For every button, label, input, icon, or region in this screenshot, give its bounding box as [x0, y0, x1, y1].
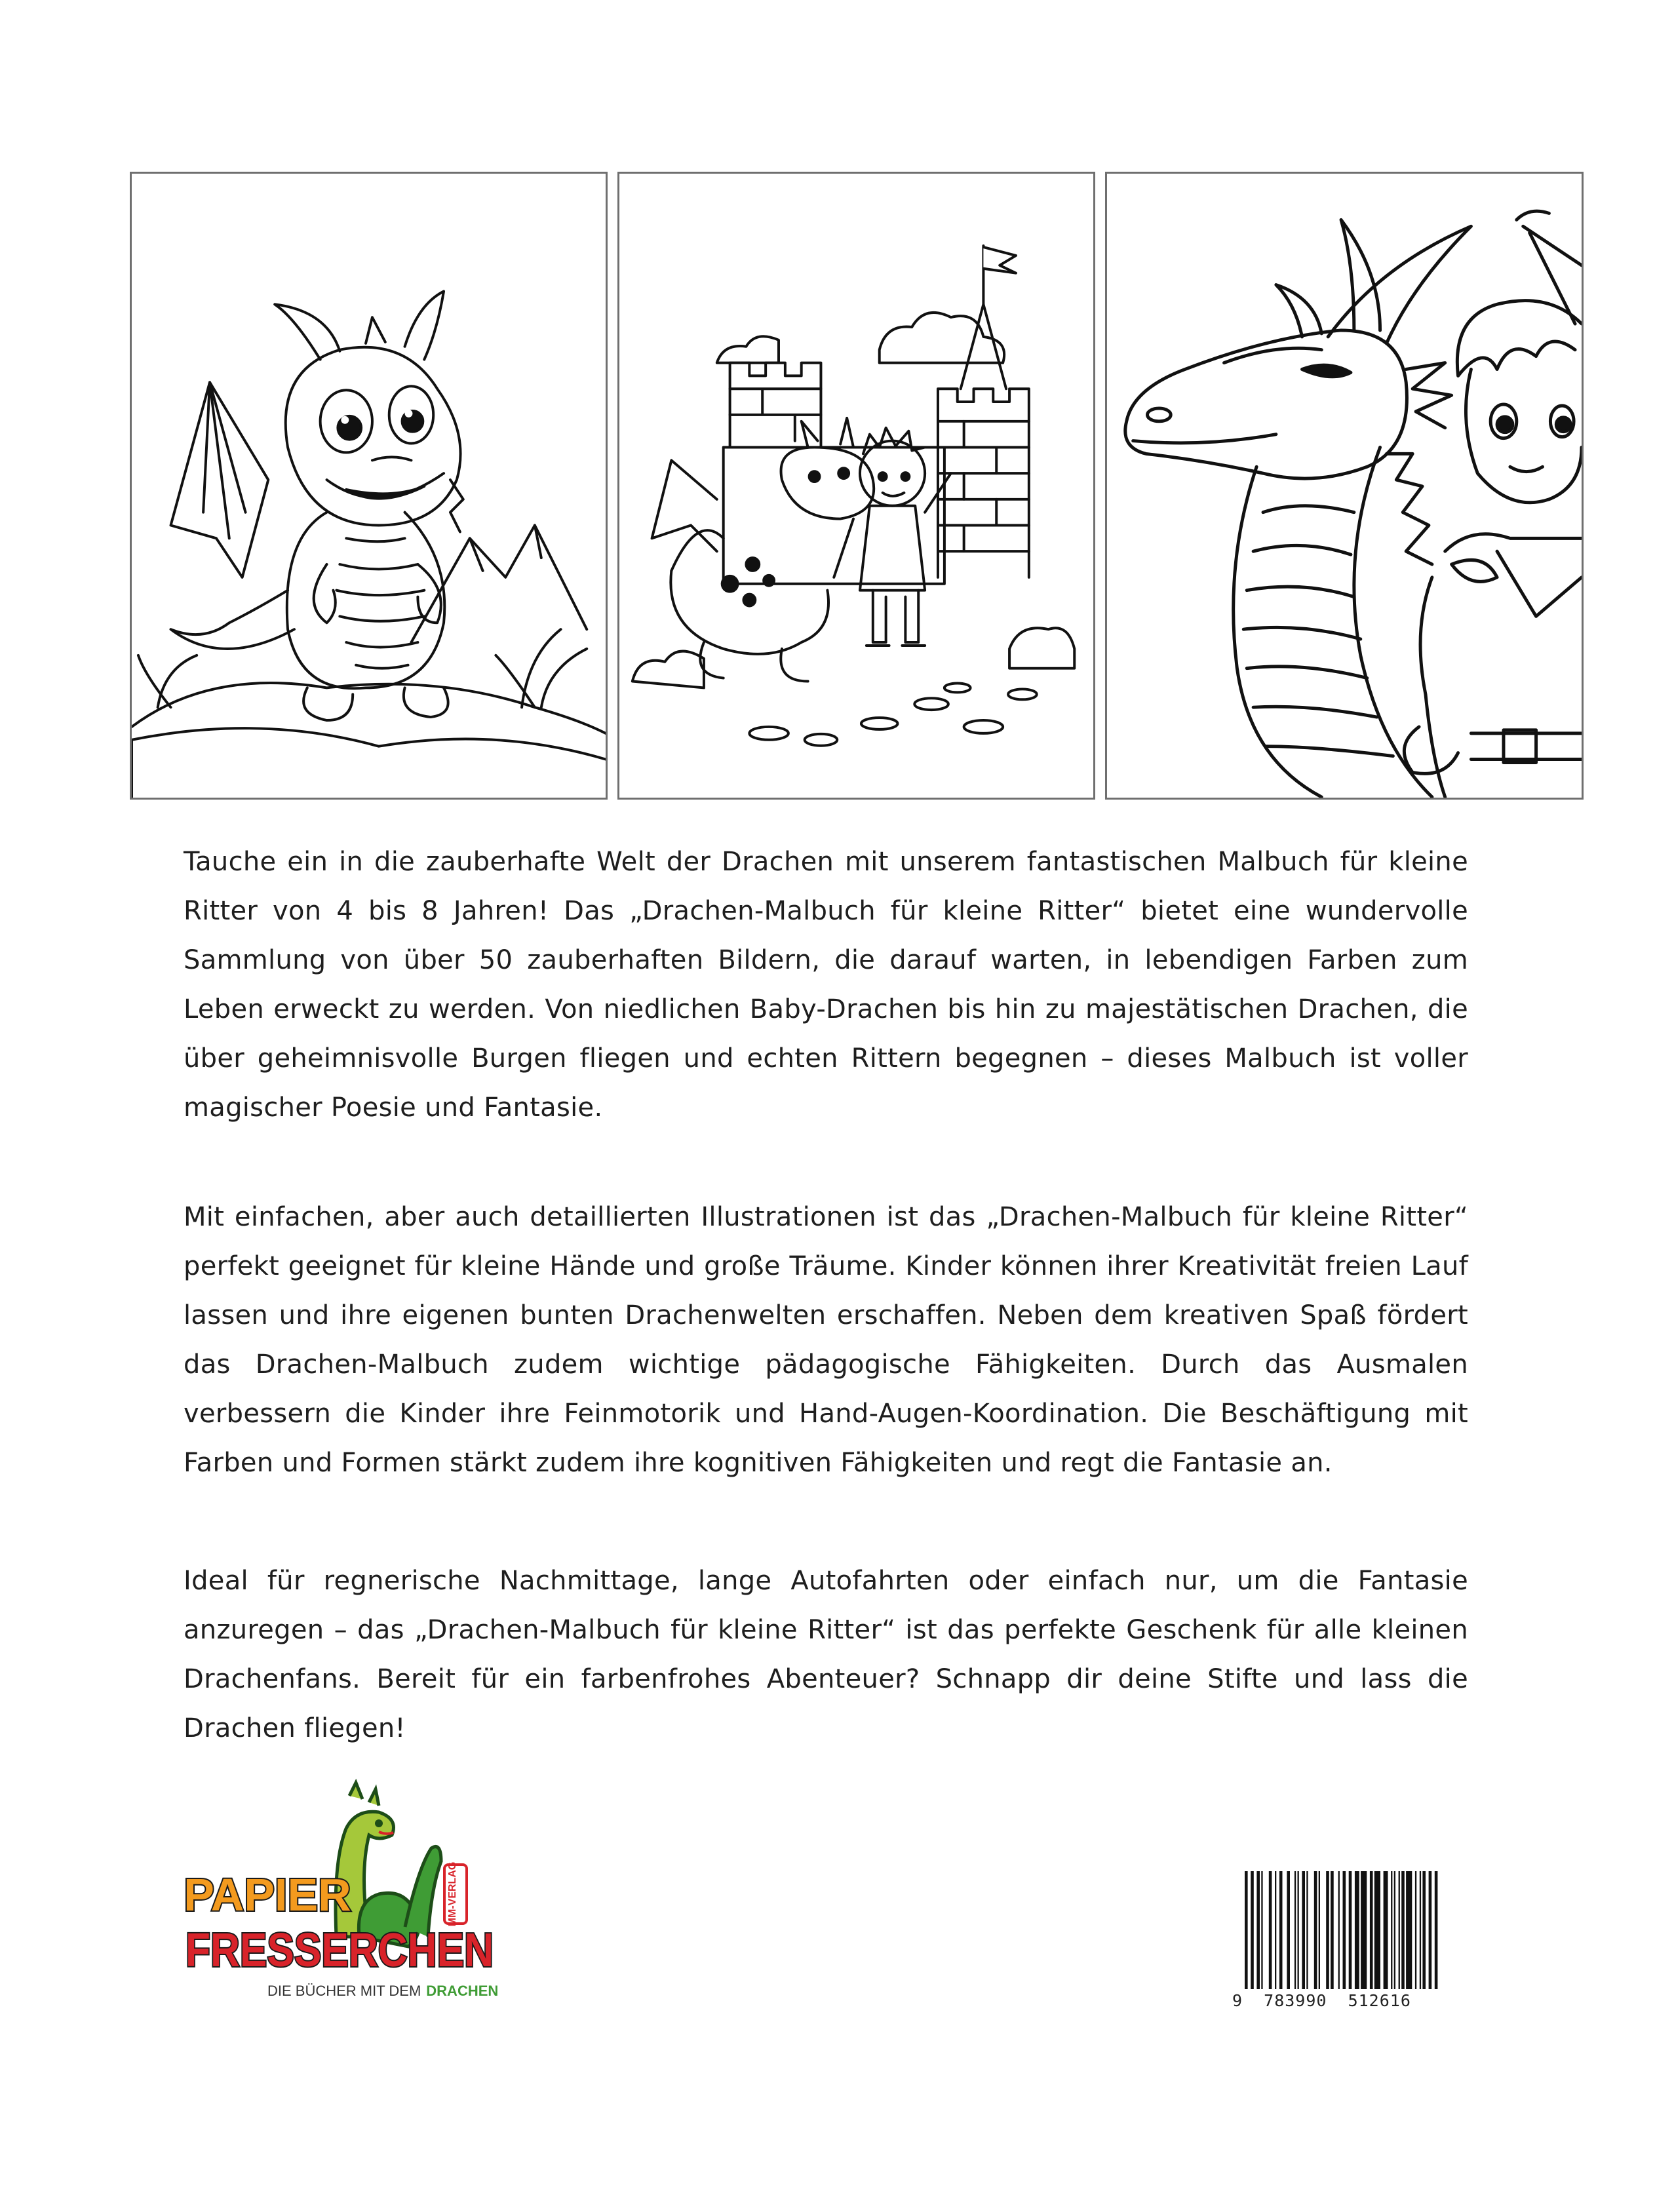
- illustration-panel-baby-dragon: [130, 172, 608, 800]
- barcode-bar: [1275, 1871, 1276, 1989]
- mm-verlag-badge: [444, 1862, 467, 1927]
- barcode-bar: [1399, 1871, 1400, 1989]
- barcode-bar: [1343, 1871, 1346, 1989]
- description-paragraph-closing: Ideal für regnerische Nachmittage, lange Autofahrten oder einfach nur, um die Fantasie anzuregen – das „Drachen-Malbuch für kleine Ritter“ ist das perfekte Geschenk für alle kleinen Drachenfans. Bereit für ein farbenfrohes Abenteuer? Schnapp dir deine Stifte und lass die Drachen fliegen!: [184, 1566, 1468, 1743]
- illustration-panel-castle: [617, 172, 1095, 800]
- barcode-bar: [1306, 1871, 1308, 1989]
- barcode-bar: [1302, 1871, 1305, 1989]
- publisher-logo: [182, 1770, 510, 2012]
- barcode-bar: [1435, 1871, 1438, 1989]
- barcode-bar: [1245, 1871, 1248, 1989]
- barcode-bar: [1261, 1871, 1262, 1989]
- barcode-bar: [1391, 1871, 1392, 1989]
- barcode-bar: [1294, 1871, 1296, 1989]
- barcode-bar: [1370, 1871, 1373, 1989]
- papierfresserchen-logo: [182, 1770, 510, 2012]
- castle-dragon-boy-drawing: [619, 174, 1093, 798]
- barcode-bar: [1401, 1871, 1405, 1989]
- description-paragraph-intro: Tauche ein in die zauberhafte Welt der Drachen mit unserem fantastischen Malbuch für kleine Ritter von 4 bis 8 Jahren! Das „Drachen-Malbuch für kleine Ritter“ bietet eine wundervolle Sammlung von über 50 zauberhaften Bildern, die darauf warten, in lebendigen Farben zum Leben erweckt zu werden. Von niedlichen Baby-Drachen bis hin zu majestätischen Drachen, die über geheimnisvolle Burgen fliegen und echten Rittern begegnen – dieses Malbuch ist voller magischer Poesie und Fantasie.: [184, 847, 1468, 1123]
- barcode-bar: [1338, 1871, 1340, 1989]
- barcode-bar: [1429, 1871, 1432, 1989]
- logo-word-papier: PAPIER: [184, 1869, 351, 1920]
- logo-word-fresserchen: FRESSERCHEN: [185, 1924, 494, 1977]
- barcode-bar: [1256, 1871, 1260, 1989]
- description-paragraph-benefits: Mit einfachen, aber auch detaillierten Illustrationen ist das „Drachen-Malbuch für kleine Ritter“ perfekt geeignet für kleine Hände und große Träume. Kinder können ihrer Kreativität freien Lauf lassen und ihre eigenen bunten Drachenwelten erschaffen. Neben dem kreativen Spaß fördert das Drachen-Malbuch zudem wichtige pädagogische Fähigkeiten. Durch das Ausmalen verbessern die Kinder ihre Feinmotorik und Hand-Augen-Koordination. Die Beschäftigung mit Farben und Formen stärkt zudem ihre kognitiven Fähigkeiten und regt die Fantasie an.: [184, 1202, 1468, 1478]
- barcode-bar: [1415, 1871, 1416, 1989]
- barcode-bar: [1251, 1871, 1254, 1989]
- barcode-bar: [1326, 1871, 1329, 1989]
- illustration-panel-dragon-knight: [1105, 172, 1584, 800]
- barcode-bar: [1349, 1871, 1352, 1989]
- badge-text: MM-VERLAG: [447, 1861, 458, 1927]
- logo-tagline-prefix: DIE BÜCHER MIT DEM: [267, 1983, 421, 1999]
- barcode-bar: [1422, 1871, 1426, 1989]
- barcode-bar: [1394, 1871, 1395, 1989]
- barcode-bar: [1374, 1871, 1380, 1989]
- barcode-bar: [1298, 1871, 1299, 1989]
- baby-dragon-drawing: [132, 174, 606, 798]
- barcode-bar: [1331, 1871, 1334, 1989]
- barcode-bar: [1355, 1871, 1359, 1989]
- logo-tagline: [267, 1983, 498, 1999]
- barcode-bar: [1361, 1871, 1367, 1989]
- isbn-barcode: [1242, 1871, 1478, 1989]
- barcode-bar: [1269, 1871, 1272, 1989]
- barcode-bar: [1420, 1871, 1421, 1989]
- barcode-bar: [1384, 1871, 1388, 1989]
- barcode-bar: [1279, 1871, 1283, 1989]
- logo-tagline-highlight: DRACHEN: [426, 1983, 499, 1999]
- dragon-and-boy-knight-drawing: [1107, 174, 1582, 798]
- isbn-digits: 9 783990 512616: [1232, 1991, 1411, 2010]
- barcode-bar: [1314, 1871, 1317, 1989]
- barcode-bar: [1287, 1871, 1290, 1989]
- barcode-bar: [1319, 1871, 1320, 1989]
- dragon-mascot-icon: [336, 1783, 441, 1947]
- barcode-bar: [1406, 1871, 1412, 1989]
